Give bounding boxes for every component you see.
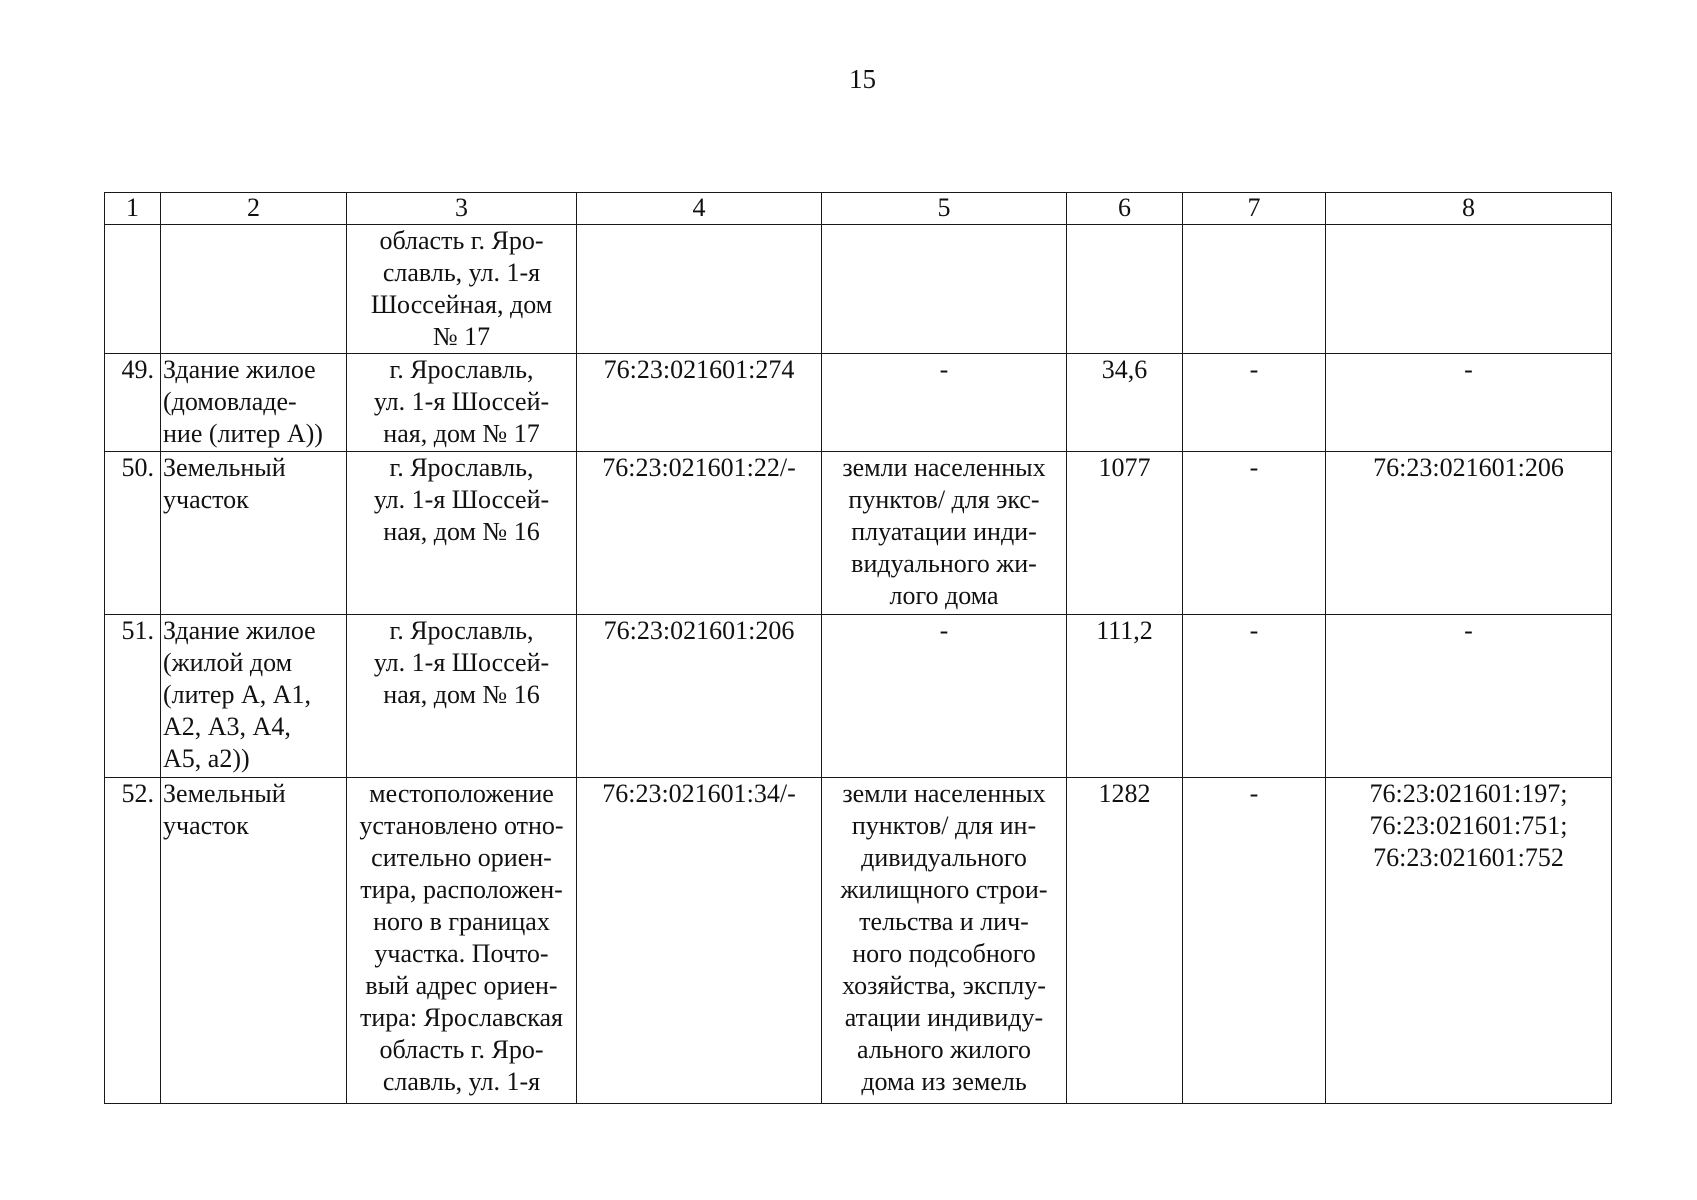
cadastral-number: 76:23:021601:274 <box>577 354 822 452</box>
cadastral-number: 76:23:021601:206 <box>577 615 822 778</box>
column-number-row <box>105 193 1612 225</box>
object-address: г. Ярославль, ул. 1-я Шоссей- ная, дом № 17 <box>347 354 577 452</box>
column-7-value: - <box>1183 615 1326 778</box>
related-cadastral-numbers <box>1326 225 1612 354</box>
object-address: г. Ярославль, ул. 1-я Шоссей- ная, дом № 16 <box>347 452 577 615</box>
land-category: - <box>822 615 1067 778</box>
cadastral-number <box>577 225 822 354</box>
land-category: земли населенных пунктов/ для ин- дивидуального жилищного строи- тельства и лич- ного подсобного хозяйства, эксплу- атации индивиду- ального жилого дома из земель <box>822 778 1067 1104</box>
column-7-value: - <box>1183 778 1326 1104</box>
object-name: Земельный участок <box>161 778 347 1104</box>
column-7-value: - <box>1183 452 1326 615</box>
table-row <box>105 354 1612 452</box>
object-area: 1282 <box>1067 778 1183 1104</box>
table-row <box>105 615 1612 778</box>
object-name: Здание жилое (домовладе- ние (литер А)) <box>161 354 347 452</box>
column-header: 6 <box>1067 193 1183 225</box>
object-area <box>1067 225 1183 354</box>
cadastral-number: 76:23:021601:34/- <box>577 778 822 1104</box>
table-row <box>105 778 1612 1104</box>
land-category <box>822 225 1067 354</box>
row-number: 51. <box>105 615 161 778</box>
column-7-value: - <box>1183 354 1326 452</box>
column-header: 2 <box>161 193 347 225</box>
table-row <box>105 452 1612 615</box>
column-7-value <box>1183 225 1326 354</box>
object-area: 34,6 <box>1067 354 1183 452</box>
cadastral-number: 76:23:021601:22/- <box>577 452 822 615</box>
table-row <box>105 225 1612 354</box>
row-number: 52. <box>105 778 161 1104</box>
row-number: 50. <box>105 452 161 615</box>
column-header: 8 <box>1326 193 1612 225</box>
row-number: 49. <box>105 354 161 452</box>
column-header: 4 <box>577 193 822 225</box>
object-name <box>161 225 347 354</box>
object-name: Земельный участок <box>161 452 347 615</box>
object-area: 1077 <box>1067 452 1183 615</box>
land-category: земли населенных пунктов/ для экс- плуатации инди- видуального жи- лого дома <box>822 452 1067 615</box>
page-number: 15 <box>849 64 876 94</box>
property-table <box>104 192 1612 1104</box>
related-cadastral-numbers: - <box>1326 615 1612 778</box>
object-address: местоположение установлено отно- сительно ориен- тира, расположен- ного в границах участка. Почто- вый адрес ориен- тира: Ярославская область г. Яро- славль, ул. 1-я <box>347 778 577 1104</box>
column-header: 3 <box>347 193 577 225</box>
related-cadastral-numbers: 76:23:021601:206 <box>1326 452 1612 615</box>
related-cadastral-numbers: - <box>1326 354 1612 452</box>
object-address: г. Ярославль, ул. 1-я Шоссей- ная, дом № 16 <box>347 615 577 778</box>
column-header: 5 <box>822 193 1067 225</box>
object-address: область г. Яро- славль, ул. 1-я Шоссейная, дом № 17 <box>347 225 577 354</box>
column-header: 7 <box>1183 193 1326 225</box>
row-number <box>105 225 161 354</box>
related-cadastral-numbers: 76:23:021601:197; 76:23:021601:751; 76:23:021601:752 <box>1326 778 1612 1104</box>
object-area: 111,2 <box>1067 615 1183 778</box>
object-name: Здание жилое (жилой дом (литер А, А1, А2, А3, А4, А5, а2)) <box>161 615 347 778</box>
land-category: - <box>822 354 1067 452</box>
column-header: 1 <box>105 193 161 225</box>
